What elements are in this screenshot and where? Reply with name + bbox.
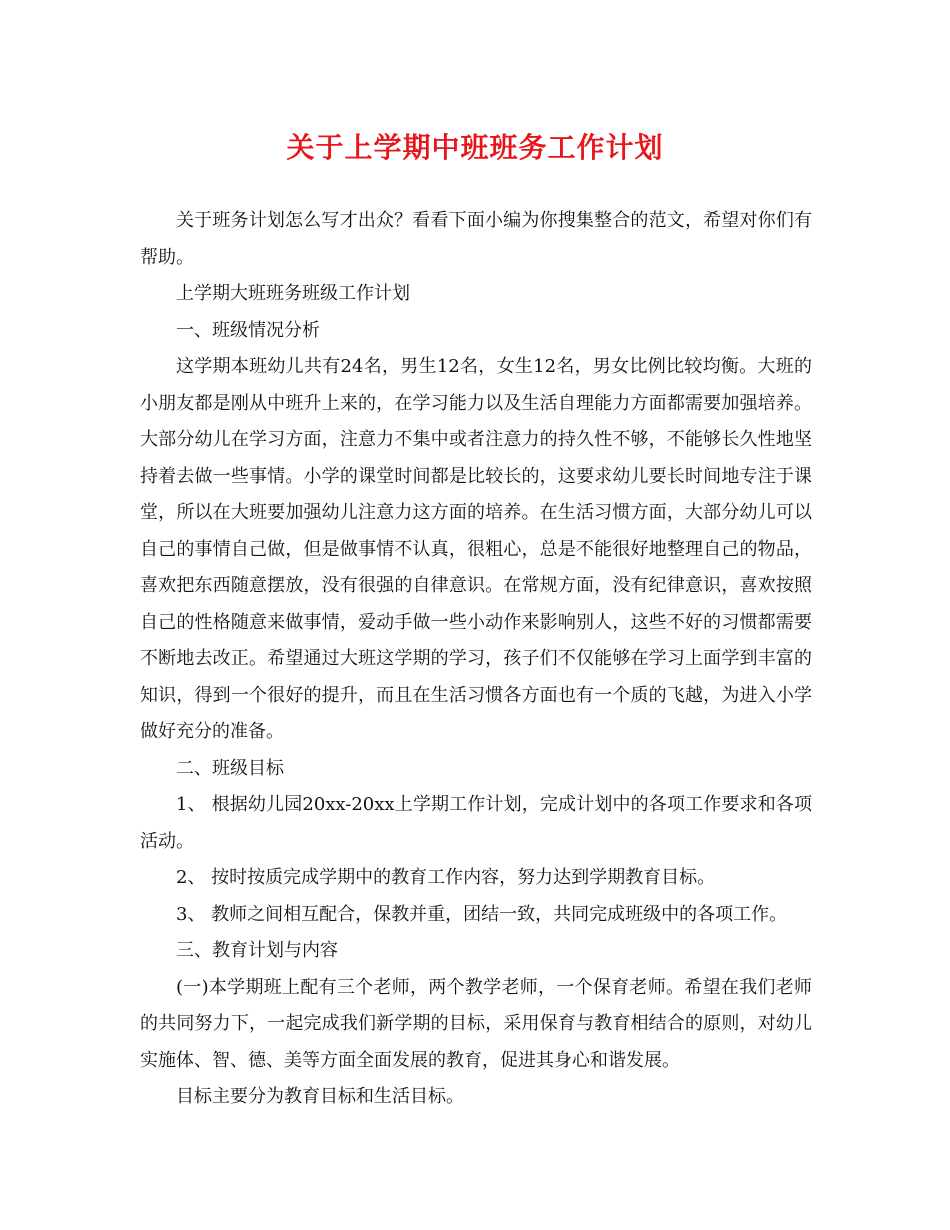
paragraph-plan-heading: 上学期大班班务班级工作计划 (176, 283, 410, 304)
section-heading-education-plan: 三、教育计划与内容 (176, 940, 338, 961)
goal-item-3: 3、 教师之间相互配合，保教并重，团结一致，共同完成班级中的各项工作。 (176, 903, 788, 925)
section-heading-class-goals: 二、班级目标 (176, 757, 284, 779)
document-title: 关于上学期中班班务工作计划 (286, 131, 664, 164)
paragraph-goal-types: 目标主要分为教育目标和生活目标。 (176, 1086, 464, 1107)
paragraph-intro: 关于班务计划怎么写才出众？看看下面小编为你搜集整合的范文，希望对你们有帮助。 (140, 210, 812, 268)
goal-item-1: 1、 根据幼儿园20xx-20xx上学期工作计划，完成计划中的各项工作要求和各项活动。 (140, 794, 812, 852)
paragraph-education-plan: (一)本学期班上配有三个老师，两个教学老师，一个保育老师。希望在我们老师的共同努力下，一起完成我们新学期的目标，采用保育与教育相结合的原则，对幼儿实施体、智、德、美等方面全面发展的教育，促进其身心和谐发展。 (140, 976, 812, 1071)
goal-item-2: 2、 按时按质完成学期中的教育工作内容，努力达到学期教育目标。 (176, 867, 716, 888)
paragraph-class-analysis: 这学期本班幼儿共有24名，男生12名，女生12名，男女比例比较均衡。大班的小朋友都是刚从中班升上来的，在学习能力以及生活自理能力方面都需要加强培养。大部分幼儿在学习方面，注意力不集中或者注意力的持久性不够，不能够长久性地坚持着去做一些事情。小学的课堂时间都是比较长的，这要求幼儿要长时间地专注于课堂，所以在大班要加强幼儿注意力这方面的培养。在生活习惯方面，大部分幼儿可以自己的事情自己做，但是做事情不认真，很粗心，总是不能很好地整理自己的物品，喜欢把东西随意摆放，没有很强的自律意识。在常规方面，没有纪律意识，喜欢按照自己的性格随意来做事情，爱动手做一些小动作来影响别人，这些不好的习惯都需要不断地去改正。希望通过大班这学期的学习，孩子们不仅能够在学习上面学到丰富的知识，得到一个很好的提升，而且在生活习惯各方面也有一个质的飞越，为进入小学做好充分的准备。 (140, 356, 812, 742)
section-heading-class-analysis: 一、班级情况分析 (176, 319, 320, 341)
document-body (140, 203, 812, 1116)
